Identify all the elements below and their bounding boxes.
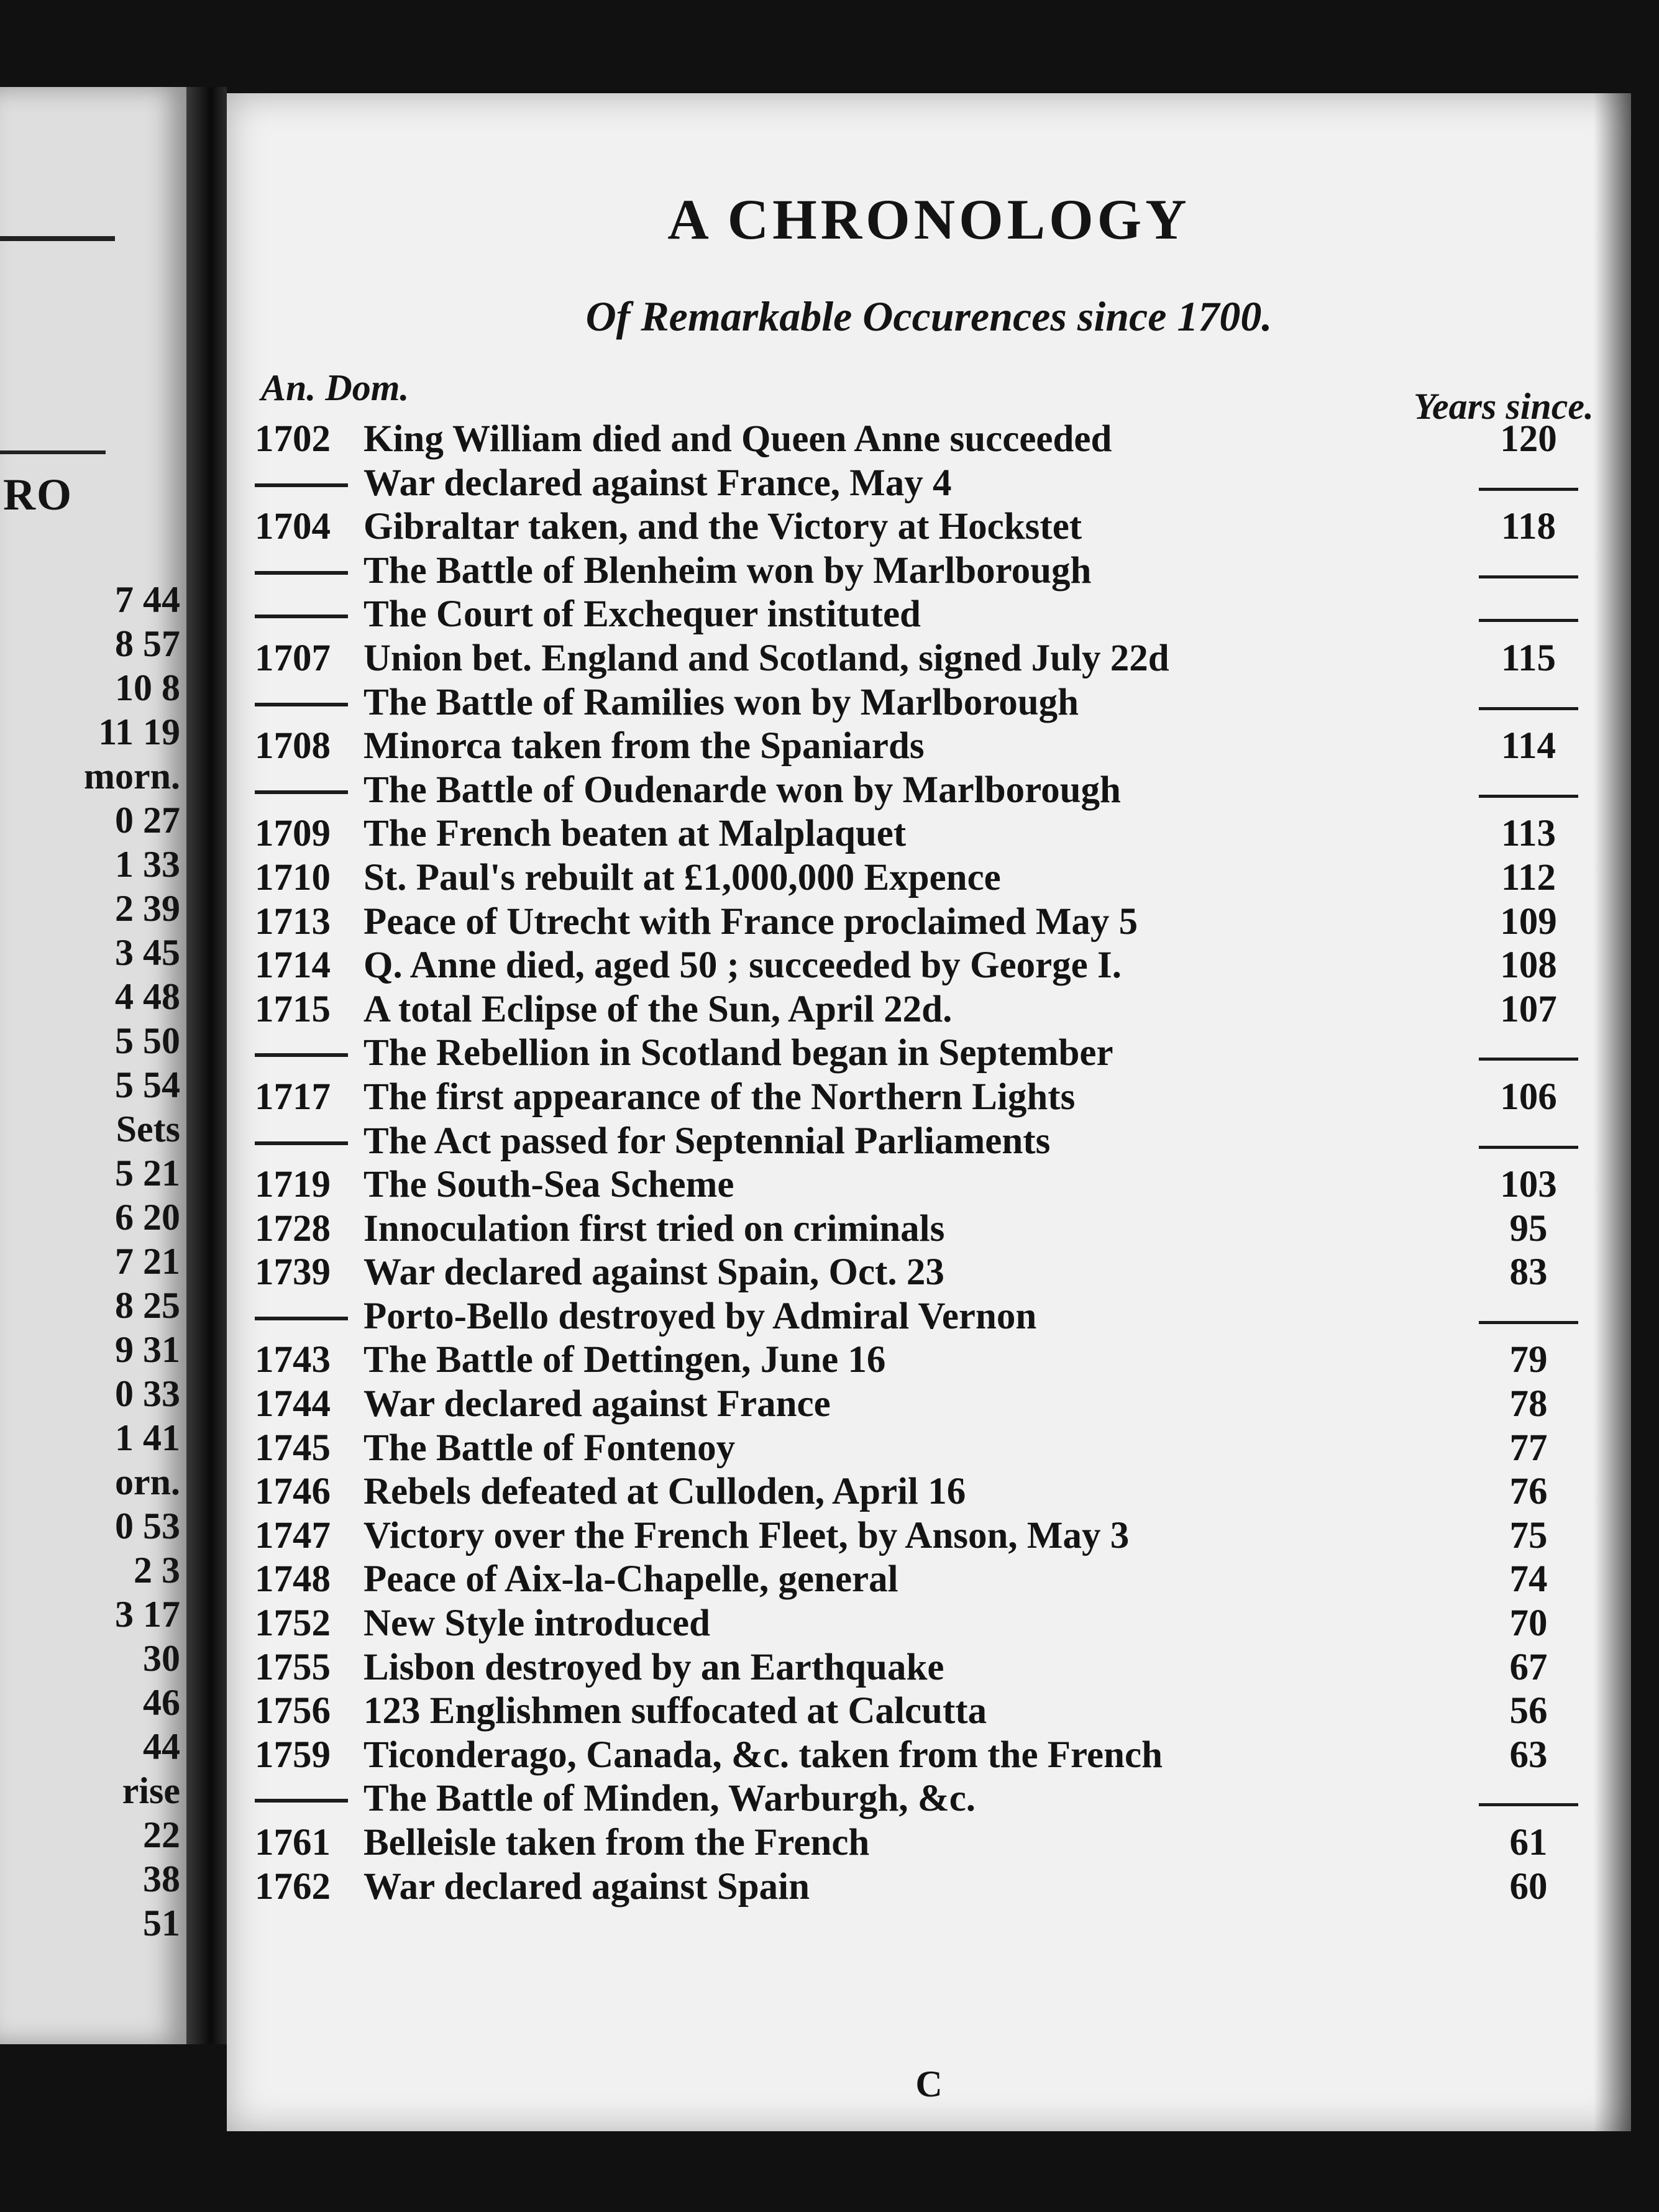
chronology-entry [255,1382,1591,1427]
ditto-dash [1479,1803,1578,1806]
entry-years-since: 76 [1509,1471,1548,1513]
entry-years-since: 75 [1509,1514,1548,1556]
chronology-entry [255,681,1591,725]
page-edge-shadow [1594,93,1631,2131]
entry-years-since: 70 [1509,1602,1548,1645]
entry-year: 1704 [255,506,331,548]
left-page-value: Sets [116,1108,180,1149]
chronology-entry [255,1821,1591,1865]
left-page-value: 5 50 [115,1020,180,1061]
entry-years-since: 83 [1509,1251,1548,1294]
entry-years-since: 95 [1509,1207,1548,1250]
ditto-dash [255,571,348,575]
page-title: A CHRONOLOGY [667,188,1191,251]
entry-years-since: 115 [1501,637,1556,679]
ditto-dash [255,483,348,487]
entry-year: 1719 [255,1164,331,1206]
previous-page-fragment [0,87,186,2044]
entry-year: 1728 [255,1207,331,1250]
chronology-entry [255,1251,1591,1295]
chronology-entry [255,1602,1591,1646]
left-page-value: 7 21 [115,1241,180,1282]
chronology-entry [255,1163,1591,1207]
entry-year: 1702 [255,418,331,460]
ditto-dash [1479,575,1578,578]
left-page-value: 2 3 [134,1550,180,1591]
entry-event: Peace of Utrecht with France proclaimed May 5 [363,900,1138,943]
ditto-dash [255,790,348,794]
entry-year: 1762 [255,1865,331,1908]
chronology-entry [255,944,1591,988]
entry-years-since: 106 [1500,1076,1557,1118]
entry-years-since: 107 [1500,988,1557,1030]
left-page-value: 46 [143,1682,180,1723]
chronology-entry [255,1865,1591,1909]
signature-mark: C [915,2063,943,2105]
ditto-dash [1479,1321,1578,1324]
chronology-entry [255,593,1591,637]
left-page-value: 5 54 [115,1064,180,1105]
ditto-dash [1479,707,1578,710]
entry-event: The Battle of Fontenoy [363,1427,736,1469]
entry-event: Victory over the French Fleet, by Anson, May 3 [363,1514,1130,1556]
entry-event: The Battle of Dettingen, June 16 [363,1339,886,1381]
chronology-page [227,93,1631,2131]
chronology-list [255,418,1591,1909]
entry-years-since: 61 [1509,1822,1548,1863]
ditto-dash [1479,795,1578,798]
left-page-value: 6 20 [115,1197,180,1238]
entry-year: 1745 [255,1427,331,1469]
left-page-value: 38 [143,1858,180,1899]
entry-event: The Court of Exchequer instituted [363,593,921,636]
column-header-year: An. Dom. [261,367,409,408]
chronology-entry [255,900,1591,944]
entry-event: 123 Englishmen suffocated at Calcutta [363,1690,987,1732]
left-page-value: 8 25 [115,1285,180,1326]
entry-event: The Battle of Blenheim won by Marlborough [363,549,1092,592]
left-page-heading: RO [3,470,73,519]
entry-event: Lisbon destroyed by an Earthquake [363,1646,944,1688]
entry-event: Porto-Bello destroyed by Admiral Vernon [363,1295,1037,1337]
ditto-dash [255,1053,348,1057]
entry-years-since: 56 [1509,1690,1548,1732]
entry-event: King William died and Queen Anne succeeded [363,418,1112,460]
entry-years-since: 118 [1501,506,1556,548]
entry-event: St. Paul's rebuilt at £1,000,000 Expence [363,856,1001,898]
chronology-entry [255,988,1591,1032]
book-gutter [186,87,227,2044]
entry-event: War declared against Spain [363,1865,810,1908]
entry-year: 1709 [255,813,331,855]
ditto-dash [255,615,348,618]
entry-event: A total Eclipse of the Sun, April 22d. [363,988,953,1030]
left-page-value: 22 [143,1814,180,1855]
entry-years-since: 74 [1509,1558,1548,1601]
chronology-entry [255,1514,1591,1558]
chronology-entry [255,418,1591,462]
entry-year: 1746 [255,1471,331,1513]
ditto-dash [1479,1058,1578,1061]
entry-event: Union bet. England and Scotland, signed July 22d [363,637,1169,679]
left-page-value: 0 53 [115,1506,180,1547]
left-page-value: 8 57 [115,623,180,664]
chronology-entry [255,549,1591,593]
chronology-entry [255,724,1591,769]
entry-event: Belleisle taken from the French [363,1822,870,1863]
left-page-value: 7 44 [115,579,180,620]
entry-year: 1708 [255,725,331,767]
chronology-entry [255,1031,1591,1076]
left-page-value: 1 41 [115,1417,180,1458]
rule-line [0,236,115,241]
entry-year: 1743 [255,1339,331,1381]
left-page-value: 1 33 [115,844,180,885]
column-header-years-since: Years since. [1414,386,1594,427]
chronology-entry [255,462,1591,506]
rule-line [0,450,106,454]
ditto-dash [255,1317,348,1320]
left-page-value: 5 21 [115,1153,180,1194]
entry-event: Gibraltar taken, and the Victory at Hockstet [363,506,1082,548]
entry-event: The French beaten at Malplaquet [363,813,907,855]
ditto-dash [255,1799,348,1803]
left-page-value: 11 19 [98,711,180,752]
chronology-entry [255,856,1591,900]
entry-event: Rebels defeated at Culloden, April 16 [363,1471,966,1513]
ditto-dash [255,1141,348,1145]
entry-event: Ticonderago, Canada, &c. taken from the French [363,1734,1163,1776]
ditto-dash [1479,619,1578,622]
entry-year: 1748 [255,1558,331,1601]
entry-years-since: 113 [1501,813,1556,855]
entry-event: The first appearance of the Northern Lights [363,1076,1076,1118]
entry-years-since: 78 [1509,1383,1548,1425]
chronology-entry [255,637,1591,681]
left-page-column [6,578,180,1945]
ditto-dash [1479,1146,1578,1149]
entry-years-since: 114 [1501,725,1556,767]
entry-years-since: 77 [1509,1427,1548,1469]
left-page-value: 9 31 [115,1329,180,1370]
entry-event: The Act passed for Septennial Parliaments [363,1120,1051,1162]
chronology-entry [255,1120,1591,1164]
entry-event: War declared against France [363,1383,831,1425]
chronology-entry [255,812,1591,856]
left-page-value: orn. [115,1461,180,1502]
entry-event: Minorca taken from the Spaniards [363,725,925,767]
chronology-entry [255,1734,1591,1778]
entry-year: 1744 [255,1383,331,1425]
entry-year: 1710 [255,856,331,898]
entry-event: The Rebellion in Scotland began in September [363,1032,1113,1074]
entry-years-since: 60 [1509,1865,1548,1908]
entry-years-since: 103 [1500,1164,1557,1206]
entry-year: 1717 [255,1076,331,1118]
entry-years-since: 108 [1500,944,1557,987]
chronology-entry [255,1076,1591,1120]
entry-years-since: 63 [1509,1734,1548,1776]
entry-year: 1713 [255,900,331,943]
entry-years-since: 109 [1500,900,1557,943]
chronology-entry [255,1295,1591,1339]
chronology-entry [255,1689,1591,1734]
entry-year: 1747 [255,1514,331,1556]
left-page-value: 3 17 [115,1594,180,1635]
entry-event: The Battle of Oudenarde won by Marlborough [363,769,1121,811]
left-page-value: 0 33 [115,1373,180,1414]
chronology-entry [255,505,1591,549]
left-page-value: 10 8 [115,667,180,708]
entry-years-since: 112 [1501,856,1556,898]
chronology-entry [255,1338,1591,1382]
entry-event: Q. Anne died, aged 50 ; succeeded by George I. [363,944,1122,987]
chronology-entry [255,1558,1591,1602]
entry-event: The South-Sea Scheme [363,1164,734,1206]
left-page-value: 4 48 [115,976,180,1017]
chronology-entry [255,1427,1591,1471]
entry-year: 1755 [255,1646,331,1688]
entry-year: 1759 [255,1734,331,1776]
entry-year: 1761 [255,1822,331,1863]
entry-event: Innoculation first tried on criminals [363,1207,945,1250]
left-page-value: 3 45 [115,932,180,973]
entry-year: 1714 [255,944,331,987]
entry-year: 1739 [255,1251,331,1294]
entry-year: 1707 [255,637,331,679]
entry-event: The Battle of Ramilies won by Marlborough [363,681,1079,723]
entry-event: Peace of Aix-la-Chapelle, general [363,1558,898,1601]
ditto-dash [1479,488,1578,491]
entry-years-since: 120 [1500,418,1557,460]
entry-year: 1752 [255,1602,331,1645]
entry-event: The Battle of Minden, Warburgh, &c. [363,1778,976,1820]
left-page-value: 2 39 [115,888,180,929]
left-page-value: 44 [143,1726,180,1767]
chronology-entry [255,1470,1591,1514]
left-page-value: 30 [143,1638,180,1679]
chronology-entry [255,769,1591,813]
left-page-value: 51 [143,1903,180,1944]
chronology-entry [255,1777,1591,1821]
entry-event: War declared against France, May 4 [363,462,952,504]
ditto-dash [255,703,348,706]
left-page-value: morn. [84,756,180,797]
entry-years-since: 79 [1509,1339,1548,1381]
left-page-value: rise [122,1770,180,1811]
page-subtitle: Of Remarkable Occurences since 1700. [585,293,1273,340]
entry-event: New Style introduced [363,1602,711,1645]
chronology-entry [255,1207,1591,1251]
entry-event: War declared against Spain, Oct. 23 [363,1251,944,1294]
chronology-entry [255,1646,1591,1690]
entry-years-since: 67 [1509,1646,1548,1688]
entry-year: 1715 [255,988,331,1030]
entry-year: 1756 [255,1690,331,1732]
left-page-value: 0 27 [115,800,180,841]
